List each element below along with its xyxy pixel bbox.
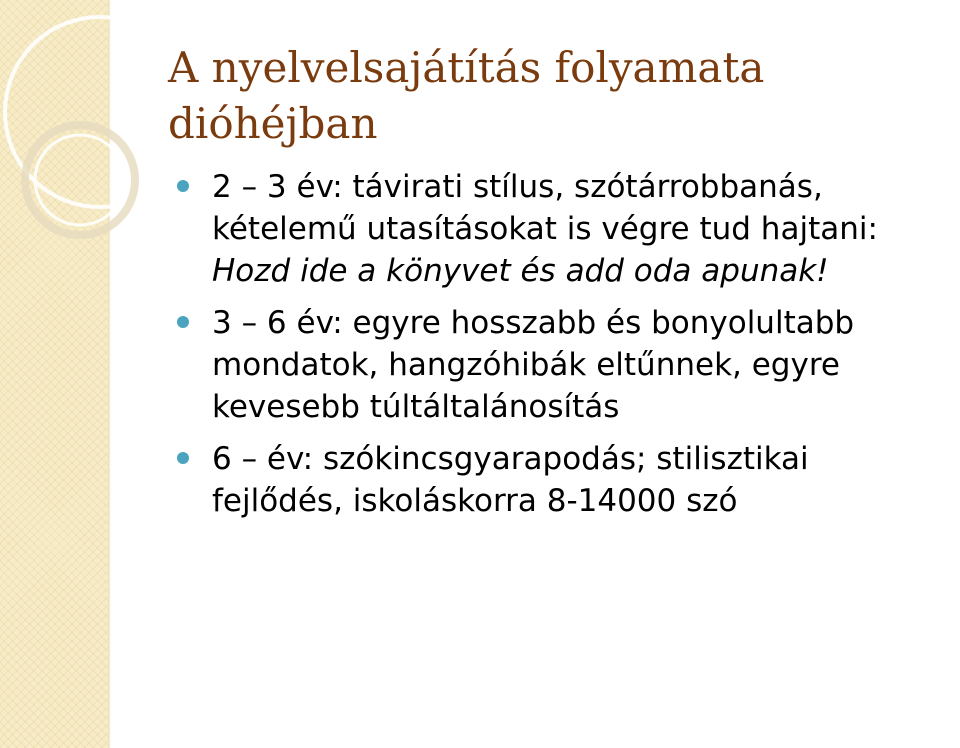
bullet-example: Hozd ide a könyvet és add oda apunak! xyxy=(212,253,829,289)
bullet-text: 6 – év: szókincsgyarapodás; stilisztikai fejlődés, iskoláskorra 8-14000 szó xyxy=(212,441,809,519)
decor-circle-middle xyxy=(25,125,135,235)
bullet-dot-icon xyxy=(177,452,189,464)
list-item xyxy=(212,166,947,292)
bullet-dot-icon xyxy=(177,316,189,328)
list-item xyxy=(212,438,947,522)
bullet-text: 2 – 3 év: távirati stílus, szótárrobbanás, kételemű utasításokat is végre tud hajtani: xyxy=(212,169,878,247)
bullet-list xyxy=(212,166,947,532)
bullet-dot-icon xyxy=(177,180,189,192)
page-title: A nyelvelsajátítás folyamata dióhéjban xyxy=(168,43,765,148)
decor-circle-outer xyxy=(5,17,195,207)
decor-circle-inner xyxy=(35,135,125,225)
list-item xyxy=(212,302,947,428)
bullet-text: 3 – 6 év: egyre hosszabb és bonyolultabb mondatok, hangzóhibák eltűnnek, egyre kevesebb túltáltalánosítás xyxy=(212,305,855,425)
